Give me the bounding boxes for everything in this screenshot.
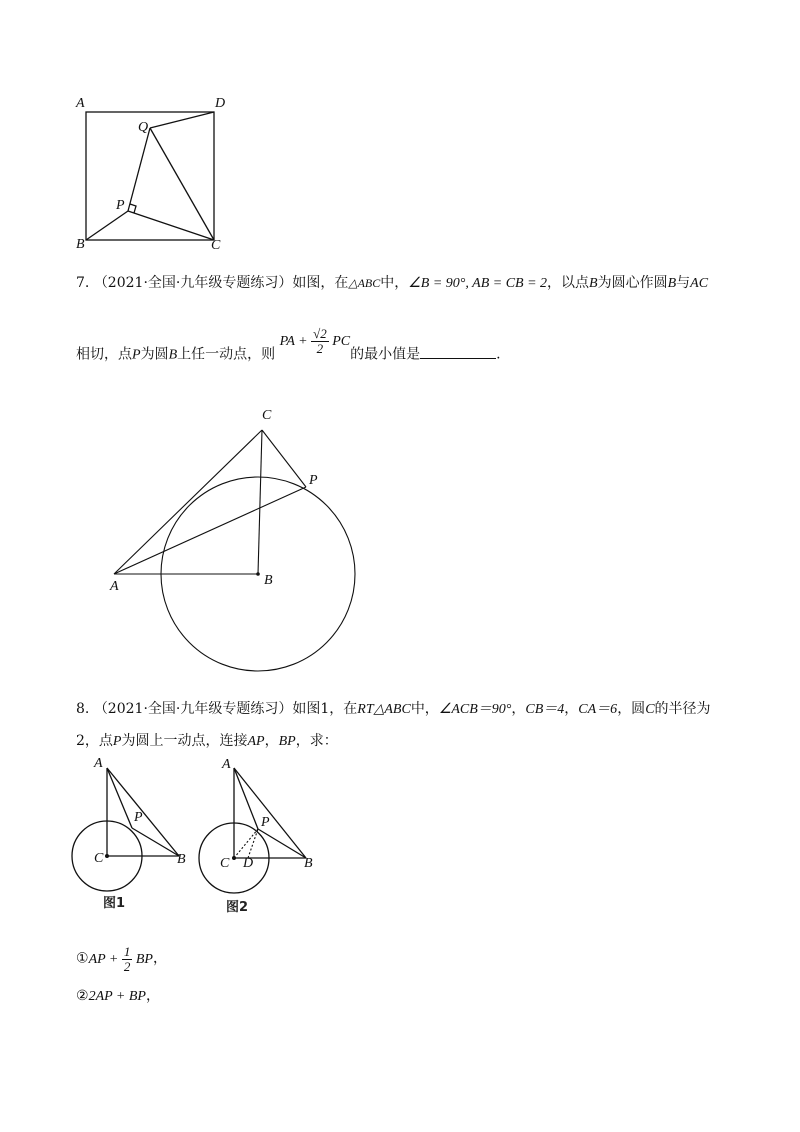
figure-2-caption: 图2 — [226, 900, 249, 915]
segment-qp — [128, 128, 150, 211]
question-number: 7. — [76, 275, 90, 291]
label-p: P — [134, 810, 143, 825]
label-c: C — [262, 408, 272, 423]
question-text: 为圆 — [140, 346, 169, 363]
point-p: P — [132, 347, 141, 363]
question-number: 8. — [76, 701, 90, 717]
question-text: ，圆 — [617, 701, 646, 717]
label-b: B — [304, 856, 313, 871]
label-b: B — [76, 237, 85, 252]
triangle-name: RT△ABC — [357, 702, 411, 717]
segment-ap — [234, 768, 258, 829]
item-1-expression: AP + $\frac{1}{2}$ BP — [88, 944, 153, 974]
condition: ∠ACB＝90° — [438, 702, 512, 717]
center-dot-b — [256, 572, 260, 576]
point-b: B — [667, 276, 677, 291]
question-text: 为圆上一动点，连接 — [121, 733, 248, 749]
question-source: （2021·全国·九年级专题练习） — [93, 701, 293, 717]
question-text: ，以点 — [547, 275, 590, 291]
question-text: . — [496, 346, 501, 363]
label-a: A — [76, 96, 85, 111]
point-c: C — [645, 702, 655, 717]
figure-1-caption: 图1 — [103, 896, 126, 911]
question-8-line-1 — [76, 699, 711, 720]
segment-dq — [150, 112, 214, 128]
question-text: 的半径为 — [654, 701, 711, 717]
figure-2 — [195, 755, 325, 895]
segment-ac: AC — [690, 276, 709, 291]
separator: ， — [511, 701, 526, 717]
figure-1 — [66, 755, 196, 895]
question-text: 2，点 — [76, 733, 113, 749]
question-text: 相切，点 — [76, 346, 132, 363]
label-a: A — [94, 756, 103, 771]
segment-ap — [114, 487, 306, 574]
label-c: C — [211, 238, 221, 253]
label-c: C — [94, 851, 104, 866]
fraction: $\frac{1}{2}$ — [123, 944, 131, 974]
label-d: D — [243, 856, 254, 871]
question-text: 为圆心作圆 — [597, 275, 668, 291]
separator: ， — [264, 733, 279, 749]
item-1 — [76, 945, 167, 974]
center-dot-c — [232, 856, 236, 860]
point-b: B — [168, 347, 178, 363]
condition: CB＝4 — [525, 702, 565, 717]
segment-ac — [114, 430, 262, 574]
segment-ap: AP — [247, 734, 265, 749]
dashed-segment-dp — [248, 829, 258, 858]
circle-figure — [100, 400, 370, 680]
segment-pc — [128, 211, 214, 240]
item-1-mark: ① — [76, 950, 89, 967]
segment-ap — [107, 768, 132, 828]
question-8-line-2 — [76, 731, 338, 752]
answer-blank[interactable] — [420, 344, 496, 359]
label-p: P — [309, 473, 318, 488]
label-d: D — [215, 96, 226, 111]
label-b: B — [264, 573, 273, 588]
triangle-name: △ABC — [348, 276, 381, 290]
square-abcd — [86, 112, 214, 240]
center-dot-c — [105, 854, 109, 858]
label-c: C — [220, 856, 230, 871]
question-text: ，求： — [295, 733, 338, 749]
question-7-line-1 — [76, 273, 708, 294]
condition: CA＝6 — [578, 702, 618, 717]
segment-bp: BP — [278, 734, 296, 749]
point-p: P — [112, 734, 122, 749]
question-text: 如图1，在 — [292, 701, 358, 717]
point-b: B — [589, 276, 598, 291]
segment-cp — [262, 430, 306, 487]
dashed-segment-cp — [234, 829, 258, 858]
separator: ， — [145, 988, 160, 1004]
question-text: 与 — [676, 275, 691, 291]
item-2-expression: 2AP + BP — [88, 989, 146, 1004]
fraction: $\frac{√2}{2}$ — [313, 326, 327, 356]
label-a: A — [110, 579, 119, 594]
segment-bp — [86, 211, 128, 240]
segment-qc — [150, 128, 214, 240]
label-p: P — [116, 198, 125, 213]
label-b: B — [177, 852, 186, 867]
question-source: （2021·全国·九年级专题练习） — [93, 275, 293, 291]
question-text: 中， — [410, 701, 439, 717]
label-q: Q — [138, 120, 149, 135]
square-figure — [70, 95, 240, 260]
question-text: 中， — [380, 275, 409, 291]
segment-ab — [107, 768, 179, 856]
separator: ， — [152, 950, 167, 967]
question-7-line-2 — [76, 326, 501, 370]
question-text: 的最小值是 — [350, 346, 421, 363]
segment-bc — [258, 430, 262, 574]
label-a: A — [222, 757, 231, 772]
item-2-mark: ② — [76, 988, 89, 1004]
question-text: 上任一动点，则 — [177, 346, 276, 363]
separator: ， — [564, 701, 579, 717]
label-p: P — [261, 815, 270, 830]
item-2 — [76, 986, 160, 1007]
expression: PA + $\frac{√2}{2}$ PC — [279, 326, 351, 356]
question-text: 如图，在 — [292, 275, 349, 291]
condition: ∠B = 90°, AB = CB = 2 — [408, 276, 548, 291]
